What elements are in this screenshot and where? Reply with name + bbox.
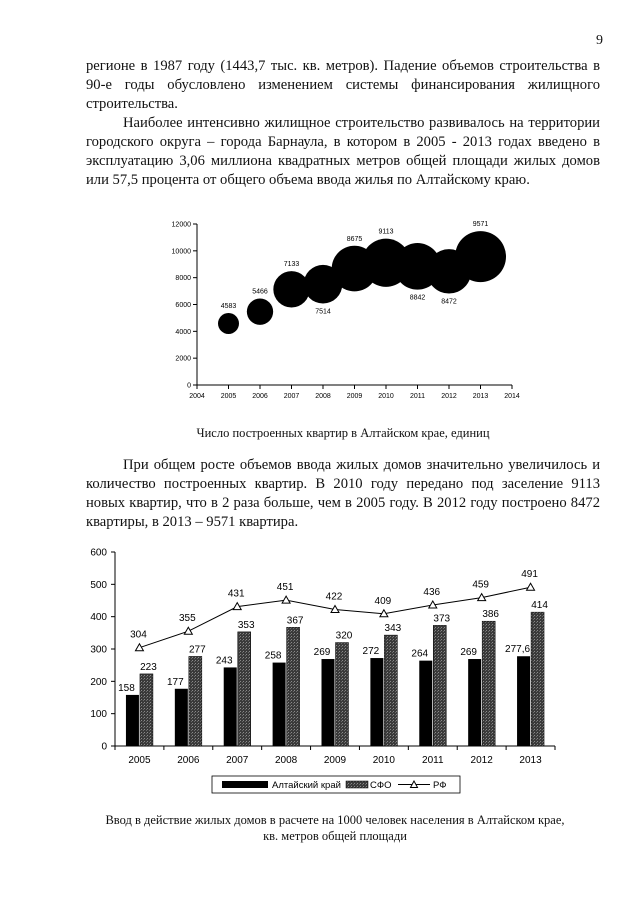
paragraph-3-text: При общем росте объемов ввода жилых домов значительно увеличилось и количество построенных квартир. В 2010 году передано под заселение 9113 новых квартир, что в 2 раза больше, чем в 2005 году. В 2012 году построено 8472 квартиры, в 2013 – 9571 квартира. bbox=[86, 457, 600, 530]
chart2-label-rf: 355 bbox=[178, 613, 196, 625]
chart1-data-label: 9571 bbox=[472, 221, 489, 229]
chart2-x-tick-label: 2008 bbox=[274, 755, 298, 766]
chart2-bar-altai bbox=[224, 667, 237, 746]
chart2-marker-rf bbox=[282, 596, 290, 603]
chart2-bar-altai bbox=[370, 658, 383, 746]
paragraph-1-text: регионе в 1987 году (1443,7 тыс. кв. метров). Падение объемов строительства в 90-е годы обусловлено изменением системы финансирования жилищного строительства. bbox=[86, 58, 600, 112]
chart2-bar-altai bbox=[517, 656, 530, 746]
chart2-marker-rf bbox=[527, 583, 535, 590]
chart2-caption-line-2: кв. метров общей площади bbox=[263, 829, 407, 843]
chart1-y-tick-label: 4000 bbox=[175, 328, 191, 336]
chart2-legend-label-sfo: СФО bbox=[370, 780, 392, 791]
chart2-legend-swatch-sfo bbox=[346, 781, 368, 788]
chart2-label-rf: 436 bbox=[423, 587, 441, 599]
chart2-bar-altai bbox=[322, 659, 335, 746]
chart2-label-sfo: 223 bbox=[140, 661, 157, 673]
chart2-bar-sfo bbox=[531, 612, 544, 746]
chart2-label-rf: 304 bbox=[130, 629, 147, 641]
chart1-data-label: 7133 bbox=[283, 261, 300, 269]
chart1-x-tick-label: 2012 bbox=[441, 393, 457, 400]
chart1-y-tick-label: 8000 bbox=[175, 275, 191, 283]
chart2-label-sfo: 373 bbox=[433, 613, 451, 625]
chart2-bar-altai bbox=[175, 689, 188, 746]
chart2-legend-swatch-altai bbox=[222, 781, 268, 788]
chart1-data-label: 9113 bbox=[378, 228, 394, 236]
chart1-x-tick-label: 2011 bbox=[409, 393, 426, 400]
chart2-bar-sfo bbox=[189, 656, 202, 746]
chart2-bar-sfo bbox=[238, 632, 251, 746]
chart1-x-tick-label: 2005 bbox=[220, 393, 237, 400]
chart2-x-tick-label: 2013 bbox=[519, 755, 542, 766]
chart2-y-tick-label: 100 bbox=[90, 709, 107, 721]
chart1-y-tick-label: 6000 bbox=[175, 302, 191, 309]
chart2-y-tick-label: 500 bbox=[90, 579, 107, 591]
chart2-label-sfo: 414 bbox=[531, 600, 548, 612]
chart2-label-altai: 158 bbox=[118, 682, 135, 694]
chart2-label-rf: 451 bbox=[276, 582, 294, 594]
chart1-caption: Число построенных квартир в Алтайском крае, единиц bbox=[196, 426, 490, 440]
page-number: 9 bbox=[596, 33, 603, 48]
chart2-x-tick-label: 2009 bbox=[323, 755, 347, 766]
chart1-x-tick-label: 2013 bbox=[472, 393, 489, 400]
chart1-y-tick-label: 12000 bbox=[171, 221, 191, 229]
chart2-x-tick-label: 2011 bbox=[422, 755, 444, 766]
chart2-label-sfo: 343 bbox=[384, 623, 402, 635]
chart2-label-altai: 269 bbox=[313, 647, 331, 659]
chart2-bar-altai bbox=[419, 661, 432, 746]
chart2-marker-rf bbox=[184, 627, 192, 634]
chart2-label-sfo: 386 bbox=[482, 609, 500, 621]
chart1-y-tick-label: 2000 bbox=[175, 355, 191, 363]
chart1-data-label: 5466 bbox=[252, 288, 268, 296]
chart2-y-tick-label: 300 bbox=[90, 644, 107, 656]
chart2-label-altai: 258 bbox=[264, 650, 282, 662]
chart2-legend-label-rf: РФ bbox=[433, 780, 447, 791]
chart1-y-tick-label: 10000 bbox=[171, 248, 191, 256]
chart1-x-tick-label: 2009 bbox=[346, 393, 363, 400]
chart2-label-altai: 264 bbox=[411, 648, 429, 660]
chart2-label-rf: 422 bbox=[325, 591, 343, 603]
chart2-x-tick-label: 2007 bbox=[226, 755, 249, 766]
chart2-bar-altai bbox=[468, 659, 481, 746]
chart2-label-sfo: 320 bbox=[335, 630, 353, 642]
chart1-data-label: 8842 bbox=[409, 294, 426, 302]
chart1-data-label: 7514 bbox=[315, 308, 331, 316]
chart1-data-label: 8675 bbox=[346, 235, 363, 243]
chart2-bar-sfo bbox=[384, 635, 397, 746]
chart2-x-tick-label: 2005 bbox=[128, 755, 151, 766]
chart2-x-tick-label: 2012 bbox=[470, 755, 493, 766]
chart1-data-label: 8472 bbox=[441, 298, 457, 306]
chart2-label-sfo: 277 bbox=[188, 644, 206, 656]
chart2-bar-sfo bbox=[433, 625, 446, 746]
chart2-label-rf: 431 bbox=[227, 588, 245, 600]
chart2-label-altai: 269 bbox=[460, 647, 478, 659]
chart2-label-sfo: 353 bbox=[237, 619, 255, 631]
chart1-x-tick-label: 2008 bbox=[315, 393, 331, 400]
chart1-x-tick-label: 2007 bbox=[283, 393, 300, 400]
chart2-caption bbox=[70, 812, 600, 844]
chart2-bar-sfo bbox=[336, 643, 349, 746]
paragraph-2-text: Наиболее интенсивно жилищное строительство развивалось на территории городского округа – города Барнаула, в котором в 2005 - 2013 годах введено в эксплуатацию 3,06 миллиона квадратных метров общей площади жилых домов или 57,5 процента от общего объема ввода жилья по Алтайскому краю. bbox=[86, 115, 600, 188]
chart2-label-altai: 177 bbox=[166, 676, 184, 688]
chart1-data-label: 4583 bbox=[220, 303, 237, 311]
chart2-y-tick-label: 400 bbox=[90, 612, 107, 624]
chart2-label-sfo: 367 bbox=[286, 615, 304, 627]
chart2-bar-sfo bbox=[482, 621, 495, 746]
chart2-label-altai: 243 bbox=[215, 655, 233, 667]
chart2-label-rf: 409 bbox=[374, 595, 392, 607]
chart2-label-rf: 459 bbox=[472, 579, 490, 591]
chart1-x-tick-label: 2006 bbox=[252, 393, 268, 400]
chart1-y-tick-label: 0 bbox=[187, 382, 191, 390]
chart2-bar-sfo bbox=[140, 674, 153, 746]
chart2-caption-line-1: Ввод в действие жилых домов в расчете на 1000 человек населения в Алтайском крае, bbox=[105, 813, 565, 827]
chart2-x-tick-label: 2010 bbox=[372, 755, 396, 766]
chart2-legend bbox=[212, 776, 460, 793]
chart2-bar-altai bbox=[273, 663, 286, 746]
chart1-x-tick-label: 2014 bbox=[504, 393, 520, 400]
chart2-label-altai: 272 bbox=[362, 646, 380, 658]
chart2-label-altai: 277,6 bbox=[505, 644, 531, 656]
chart2-x-tick-label: 2006 bbox=[177, 755, 200, 766]
chart2-legend-label-altai: Алтайский край bbox=[272, 780, 341, 791]
chart1-x-tick-label: 2004 bbox=[189, 393, 205, 400]
chart2-y-tick-label: 0 bbox=[101, 741, 107, 753]
chart1-x-tick-label: 2010 bbox=[378, 393, 394, 400]
chart2-label-rf: 491 bbox=[521, 569, 538, 581]
chart2-y-tick-label: 600 bbox=[90, 547, 107, 559]
chart2-y-tick-label: 200 bbox=[90, 676, 107, 688]
chart2-bar-sfo bbox=[287, 627, 300, 746]
chart2-bar-altai bbox=[126, 695, 139, 746]
